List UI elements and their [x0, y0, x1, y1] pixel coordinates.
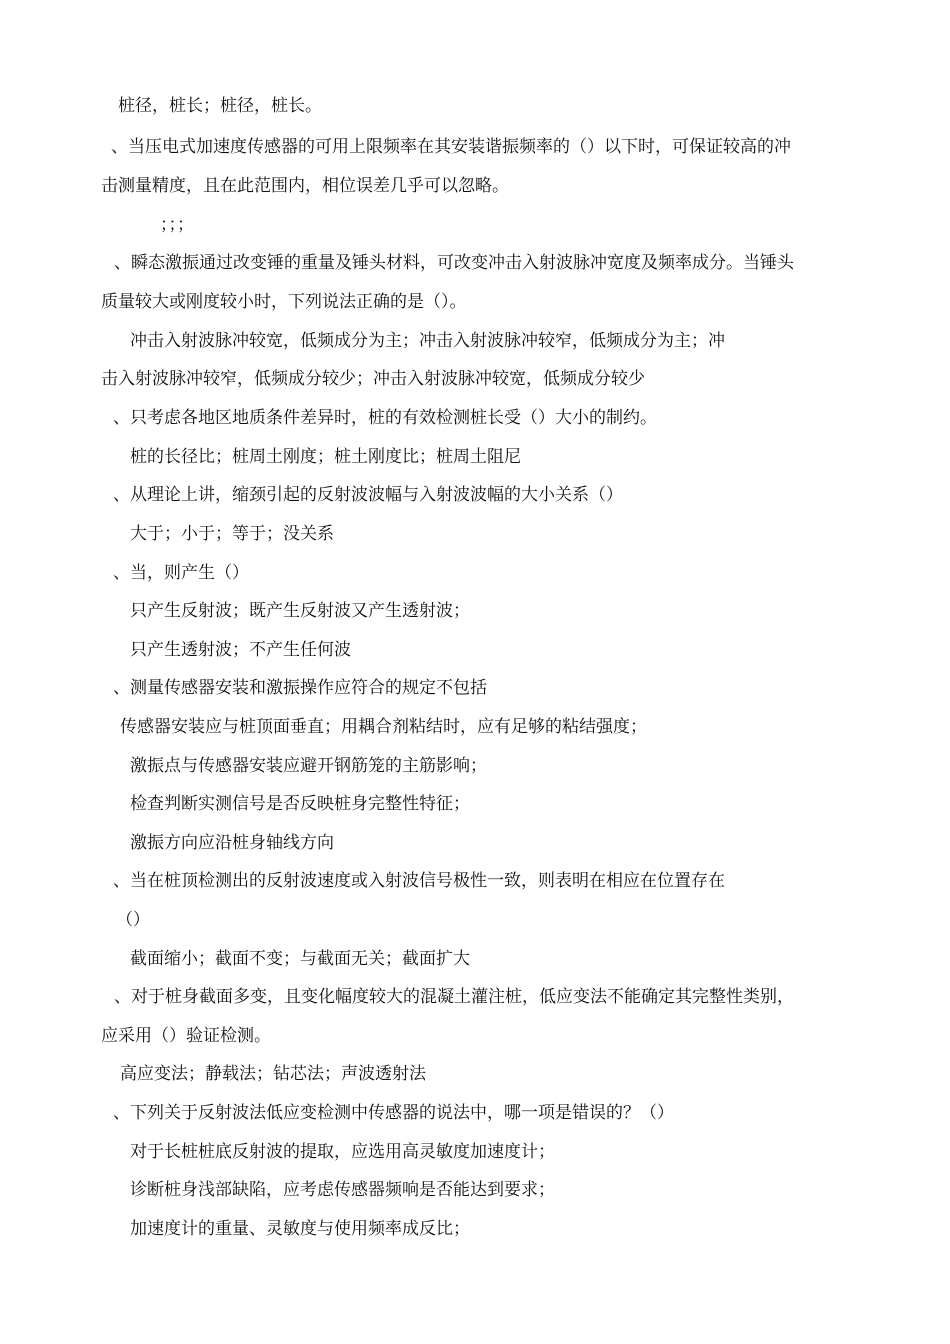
options-text: 高应变法；静载法；钻芯法；声波透射法 [120, 1064, 426, 1084]
options-text: 传感器安装应与桩顶面垂直；用耦合剂粘结时，应有足够的粘结强度； [120, 717, 647, 737]
question-text: 、瞬态激振通过改变锤的重量及锤头材料，可改变冲击入射波脉冲宽度及频率成分。当锤头 [114, 253, 794, 273]
options-text: 诊断桩身浅部缺陷，应考虑传感器频响是否能达到要求； [130, 1180, 555, 1200]
options-text: 对于长桩桩底反射波的提取，应选用高灵敏度加速度计； [130, 1142, 555, 1162]
options-text: ；；； [160, 215, 194, 235]
options-text: 激振点与传感器安装应避开钢筋笼的主筋影响； [130, 756, 487, 776]
options-text: 检查判断实测信号是否反映桩身完整性特征； [130, 794, 470, 814]
question-text: （） [116, 910, 150, 930]
question-text: 应采用（）验证检测。 [101, 1026, 271, 1046]
question-text: 、当在桩顶检测出的反射波速度或入射波信号极性一致，则表明在相应在位置存在 [113, 871, 725, 891]
options-text: 冲击入射波脉冲较宽，低频成分为主；冲击入射波脉冲较窄，低频成分为主；冲 [130, 331, 725, 351]
question-text: 、只考虑各地区地质条件差异时，桩的有效检测桩长受（）大小的制约。 [113, 408, 657, 428]
options-text: 只产生透射波；不产生任何波 [130, 640, 351, 660]
question-text: 、从理论上讲，缩颈引起的反射波波幅与入射波波幅的大小关系（） [113, 485, 623, 505]
options-text: 击入射波脉冲较窄，低频成分较少；冲击入射波脉冲较宽，低频成分较少 [101, 369, 645, 389]
text-line: 桩径，桩长；桩径，桩长。 [118, 96, 322, 116]
question-text: 、当压电式加速度传感器的可用上限频率在其安装谐振频率的（）以下时，可保证较高的冲 [111, 137, 791, 157]
options-text: 大于；小于；等于；没关系 [130, 524, 334, 544]
options-text: 截面缩小；截面不变；与截面无关；截面扩大 [130, 949, 470, 969]
question-text: 、当，则产生（） [113, 563, 249, 583]
options-text: 只产生反射波；既产生反射波又产生透射波； [130, 601, 470, 621]
options-text: 加速度计的重量、灵敏度与使用频率成反比； [130, 1219, 470, 1239]
question-text: 击测量精度，且在此范围内，相位误差几乎可以忽略。 [101, 176, 509, 196]
question-text: 质量较大或刚度较小时，下列说法正确的是（）。 [101, 292, 467, 312]
options-text: 桩的长径比；桩周土刚度；桩土刚度比；桩周土阻尼 [130, 447, 521, 467]
options-text: 激振方向应沿桩身轴线方向 [130, 833, 334, 853]
question-text: 、对于桩身截面多变，且变化幅度较大的混凝土灌注桩，低应变法不能确定其完整性类别， [114, 987, 794, 1007]
question-text: 、测量传感器安装和激振操作应符合的规定不包括 [113, 678, 487, 698]
question-text: 、下列关于反射波法低应变检测中传感器的说法中，哪一项是错误的？（） [113, 1103, 674, 1123]
